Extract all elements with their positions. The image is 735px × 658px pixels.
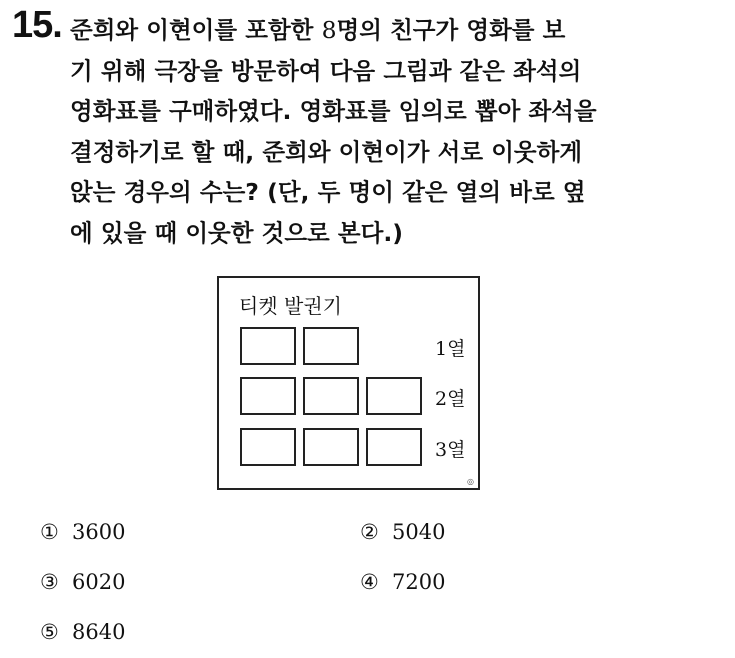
choice-mark: ③ — [40, 570, 59, 594]
stem-number: 8 — [321, 16, 337, 44]
row-label-3: 3열 — [435, 439, 466, 461]
stem-text: 준희와 이현이를 포함한 — [70, 16, 322, 44]
stem-line-4: 결정하기로 할 때, 준희와 이현이가 서로 이웃하게 — [70, 137, 583, 166]
seat-row3-2 — [303, 428, 359, 466]
stem-text: 명의 친구가 영화를 보 — [336, 16, 566, 44]
row-label-1: 1열 — [435, 338, 466, 360]
row-label-2: 2열 — [435, 388, 466, 410]
stem-line-5: 앉는 경우의 수는? (단, 두 명이 같은 열의 바로 옆 — [70, 178, 586, 206]
seat-row1-2 — [303, 327, 359, 365]
choice-mark: ④ — [360, 570, 379, 594]
choice-3[interactable] — [40, 570, 125, 594]
seat-row1-1 — [240, 327, 296, 365]
seat-row2-1 — [240, 377, 296, 415]
choice-value: 8640 — [72, 620, 126, 644]
seat-row2-3 — [366, 377, 422, 415]
choice-mark: ① — [40, 520, 59, 544]
choice-1[interactable] — [40, 520, 125, 544]
choice-value: 6020 — [72, 570, 126, 594]
stem-line-1 — [70, 10, 715, 51]
seat-row2-2 — [303, 377, 359, 415]
seat-diagram — [217, 276, 480, 490]
stem-line-6: 에 있을 때 이웃한 것으로 본다.) — [70, 218, 403, 247]
corner-mark-icon: ◎ — [467, 477, 474, 486]
diagram-title: 티켓 발권기 — [239, 294, 342, 318]
choice-value: 3600 — [72, 520, 126, 544]
question-number: 15. — [12, 4, 62, 46]
seat-row3-3 — [366, 428, 422, 466]
choice-value: 5040 — [392, 520, 446, 544]
choice-2[interactable] — [360, 520, 445, 544]
choice-5[interactable] — [40, 620, 125, 644]
stem-line-2: 기 위해 극장을 방문하여 다음 그림과 같은 좌석의 — [70, 56, 582, 85]
choice-4[interactable] — [360, 570, 445, 594]
stem-line-3: 영화표를 구매하였다. 영화표를 임의로 뽑아 좌석을 — [70, 97, 597, 125]
choice-mark: ② — [360, 520, 379, 544]
choice-mark: ⑤ — [40, 620, 59, 644]
seat-row3-1 — [240, 428, 296, 466]
choice-value: 7200 — [392, 570, 446, 594]
question-stem — [70, 10, 715, 253]
